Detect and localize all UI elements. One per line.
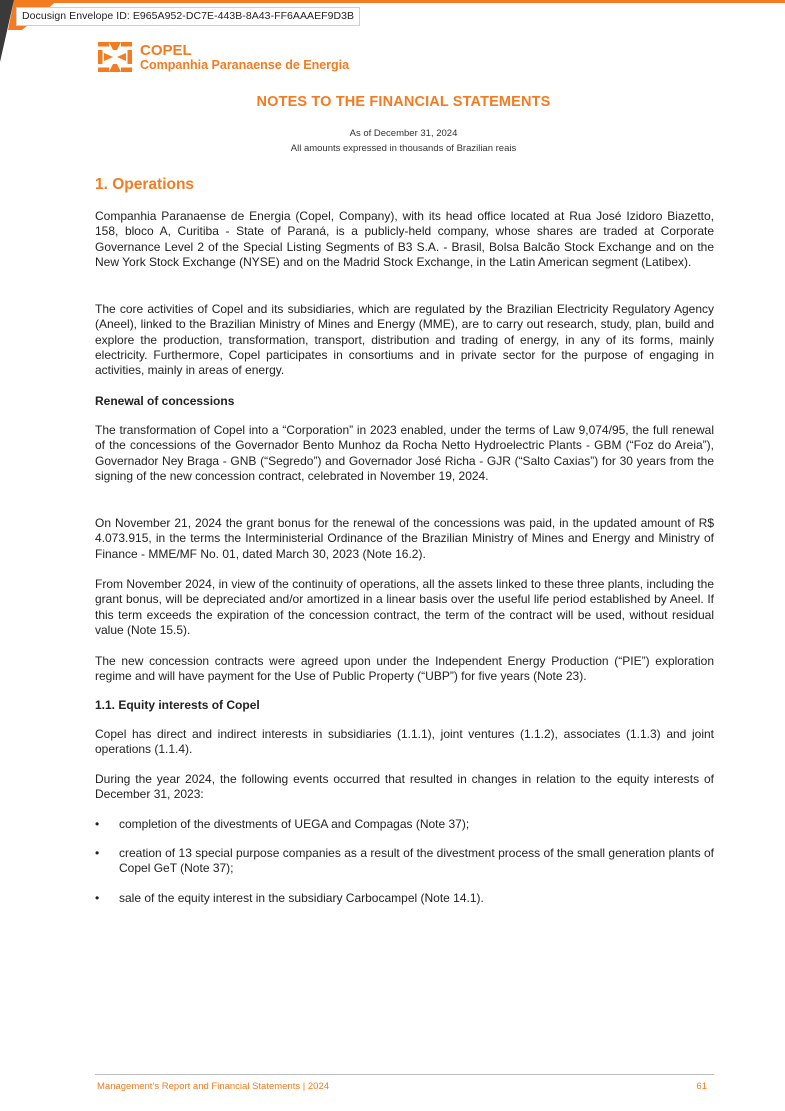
top-accent-bar: [0, 0, 785, 3]
footer-divider: [95, 1074, 714, 1075]
page-number: 61: [696, 1081, 707, 1092]
paragraph-grant-bonus: On November 21, 2024 the grant bonus for the renewal of the concessions was paid, in the updated amount of R$ 4.073.915, in the terms the Interministerial Ordinance of the Brazilian Ministry of Mines and Energy and Ministry of Finance - MME/MF No. 01, dated March 30, 2023 (Note 16.2).: [95, 516, 714, 561]
bullet-text: sale of the equity interest in the subsidiary Carbocampel (Note 14.1).: [119, 891, 484, 905]
paragraph-core-activities: The core activities of Copel and its subsidiaries, which are regulated by the Brazilian Electricity Regulatory Agency (Aneel), linked to the Brazilian Ministry of Mines and Energy (MME), are to carry out research, study, plan, build and explore the production, transformation, transport, distribution and trading of energy, in any of its forms, mainly electricity. Furthermore, Copel participates in consortiums and in private sector for the purpose of engaging in activities, mainly in areas of energy.: [95, 302, 714, 378]
logo-full-name: Companhia Paranaense de Energia: [140, 57, 350, 72]
section-heading-operations: 1. Operations: [95, 176, 195, 193]
footer-report-title: Management’s Report and Financial Statements | 2024: [97, 1081, 330, 1092]
amounts-note: All amounts expressed in thousands of Brazilian reais: [290, 143, 517, 154]
paragraph-renewal-transformation: The transformation of Copel into a “Corporation” in 2023 enabled, under the terms of Law 9,074/95, the full renewal of the concessions of the Governador Bento Munhoz da Rocha Netto Hydroelectric Plants - GBM (“Foz do Areia”), Governador Ney Braga - GNB (“Segredo”) and Governador José Richa - GJR (“Salto Caxias”) for 30 years from the signing of the new concession contract, celebrated in November 19, 2024.: [95, 423, 714, 483]
paragraph-equity-interests: Copel has direct and indirect interests in subsidiaries (1.1.1), joint ventures (1.1.2), associates (1.1.3) and joint operations (1.1.4).: [95, 727, 714, 757]
docusign-envelope-id: Docusign Envelope ID: E965A952-DC7E-443B-8A43-FF6AAAEF9D3B: [16, 7, 360, 26]
copel-logo: [97, 40, 349, 74]
logo-name: COPEL: [140, 41, 192, 59]
bullet-item: [95, 817, 714, 832]
copel-logo-icon: [97, 40, 133, 74]
bullet-marker: •: [95, 817, 100, 831]
paragraph-events-2024: During the year 2024, the following events occurred that resulted in changes in relation to the equity interests of December 31, 2023:: [95, 772, 714, 802]
paragraph-concession-contracts: The new concession contracts were agreed upon under the Independent Energy Production (“PIE”) exploration regime and will have payment for the Use of Public Property (“UBP”) for five years (Note 23).: [95, 654, 714, 684]
bullet-text: completion of the divestments of UEGA and Compagas (Note 37);: [119, 817, 470, 831]
subheading-renewal-of-concessions: Renewal of concessions: [95, 394, 235, 408]
bullet-marker: •: [95, 891, 100, 905]
paragraph-depreciation: From November 2024, in view of the continuity of operations, all the assets linked to these three plants, including the grant bonus, will be depreciated and/or amortized in a linear basis over the useful life period established by Aneel. If this term exceeds the expiration of the concession contract, the term of the contract will be used, without residual value (Note 15.5).: [95, 577, 714, 637]
bullet-item: [95, 846, 714, 877]
as-of-date: As of December 31, 2024: [349, 128, 458, 139]
bullet-marker: •: [95, 846, 100, 860]
bullet-item: [95, 891, 714, 906]
bullet-text: creation of 13 special purpose companies as a result of the divestment process of the small generation plants of Copel GeT (Note 37);: [119, 846, 714, 876]
document-title: NOTES TO THE FINANCIAL STATEMENTS: [256, 94, 551, 110]
paragraph-company-overview: Companhia Paranaense de Energia (Copel, Company), with its head office located at Rua José Izidoro Biazetto, 158, bloco A, Curitiba - State of Paraná, is a publicly-held company, whose shares are traded at Corporate Governance Level 2 of the Special Listing Segments of B3 S.A. - Brasil, Bolsa Balcão Stock Exchange and on the New York Stock Exchange (NYSE) and on the Madrid Stock Exchange, in the Latin American segment (Latibex).: [95, 209, 714, 269]
subheading-equity-interests: 1.1. Equity interests of Copel: [95, 698, 260, 712]
